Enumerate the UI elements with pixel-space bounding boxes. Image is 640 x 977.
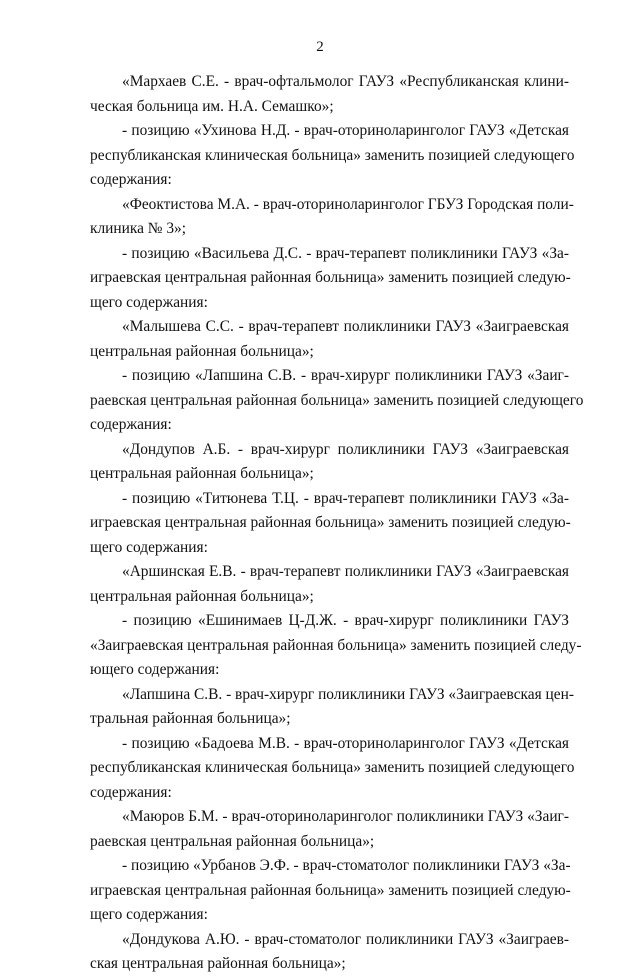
- text-line: «Мархаев С.Е. - врач-офтальмолог ГАУЗ «Республиканская клини-: [122, 73, 569, 90]
- text-line: «Лапшина С.В. - врач-хирург поликлиники ГАУЗ «Заиграевская цен-: [122, 685, 574, 703]
- document-body: [90, 70, 584, 977]
- text-line: «Феоктистова М.А. - врач-оториноларинголог ГБУЗ Городская поли-: [122, 195, 574, 213]
- text-line: центральная районная больница»;: [90, 465, 314, 482]
- text-line: - позицию «Урбанов Э.Ф. - врач-стоматолог поликлиники ГАУЗ «За-: [122, 857, 571, 874]
- text-line: раевская центральная районная больница» заменить позицией следующего: [90, 391, 584, 409]
- text-line: «Малышева С.С. - врач-терапевт поликлиники ГАУЗ «Заиграевская: [122, 318, 569, 335]
- text-line: - позицию «Бадоева М.В. - врач-оториноларинголог ГАУЗ «Детская: [122, 734, 569, 752]
- text-line: - позицию «Титюнева Т.Ц. - врач-терапевт поликлиники ГАУЗ «За-: [122, 489, 569, 507]
- paragraph: [90, 732, 575, 806]
- paragraph: [90, 805, 569, 854]
- paragraph: [90, 928, 569, 977]
- paragraph: [90, 119, 575, 193]
- text-line: «Аршинская Е.В. - врач-терапевт поликлиники ГАУЗ «Заиграевская: [122, 563, 569, 580]
- paragraph: [90, 438, 569, 487]
- text-line: ская центральная районная больница»;: [90, 955, 346, 972]
- page-number: 2: [316, 39, 324, 55]
- text-line: центральная районная больница»;: [90, 342, 314, 360]
- text-line: играевская центральная районная больница» заменить позицией следую-: [90, 514, 571, 531]
- text-line: щего содержания:: [90, 538, 208, 556]
- text-line: содержания:: [90, 416, 172, 433]
- text-line: - позицию «Васильева Д.С. - врач-терапевт поликлиники ГАУЗ «За-: [122, 244, 569, 262]
- text-line: содержания:: [90, 783, 172, 801]
- text-line: клиника № 3»;: [90, 220, 186, 237]
- text-line: щего содержания:: [90, 906, 208, 923]
- text-line: центральная районная больница»;: [90, 587, 314, 605]
- text-line: «Дондукова А.Ю. - врач-стоматолог поликлиники ГАУЗ «Заиграев-: [122, 930, 569, 948]
- text-line: - позицию «Ешинимаев Ц-Д.Ж. - врач-хирург поликлиники ГАУЗ: [122, 612, 569, 629]
- paragraph: [90, 70, 569, 119]
- paragraph: [90, 242, 569, 316]
- text-line: играевская центральная районная больница» заменить позицией следую-: [90, 269, 571, 286]
- paragraph: [90, 560, 569, 609]
- text-line: республиканская клиническая больница» заменить позицией следующего: [90, 759, 575, 776]
- text-line: раевская центральная районная больница»;: [90, 832, 375, 850]
- paragraph: [90, 854, 569, 928]
- paragraph: [90, 487, 569, 561]
- paragraph: [90, 364, 584, 438]
- text-line: «Маюров Б.М. - врач-оториноларинголог поликлиники ГАУЗ «Заиг-: [122, 808, 569, 825]
- paragraph: [90, 609, 582, 683]
- paragraph: [90, 683, 574, 732]
- text-line: - позицию «Лапшина С.В. - врач-хирург поликлиники ГАУЗ «Заиг-: [122, 367, 569, 384]
- text-line: ческая больница им. Н.А. Семашко»;: [90, 97, 334, 115]
- paragraph: [90, 193, 574, 242]
- text-line: содержания:: [90, 171, 172, 188]
- text-line: «Заиграевская центральная районная больница» заменить позицией следу-: [90, 636, 582, 654]
- text-line: ющего содержания:: [90, 661, 220, 678]
- paragraph: [90, 315, 569, 364]
- text-line: щего содержания:: [90, 293, 208, 311]
- text-line: тральная районная больница»;: [90, 710, 291, 727]
- text-line: «Дондупов А.Б. - врач-хирург поликлиники ГАУЗ «Заиграевская: [122, 440, 569, 458]
- text-line: - позицию «Ухинова Н.Д. - врач-оториноларинголог ГАУЗ «Детская: [122, 122, 569, 139]
- text-line: играевская центральная районная больница» заменить позицией следую-: [90, 881, 571, 899]
- text-line: республиканская клиническая больница» заменить позицией следующего: [90, 146, 575, 164]
